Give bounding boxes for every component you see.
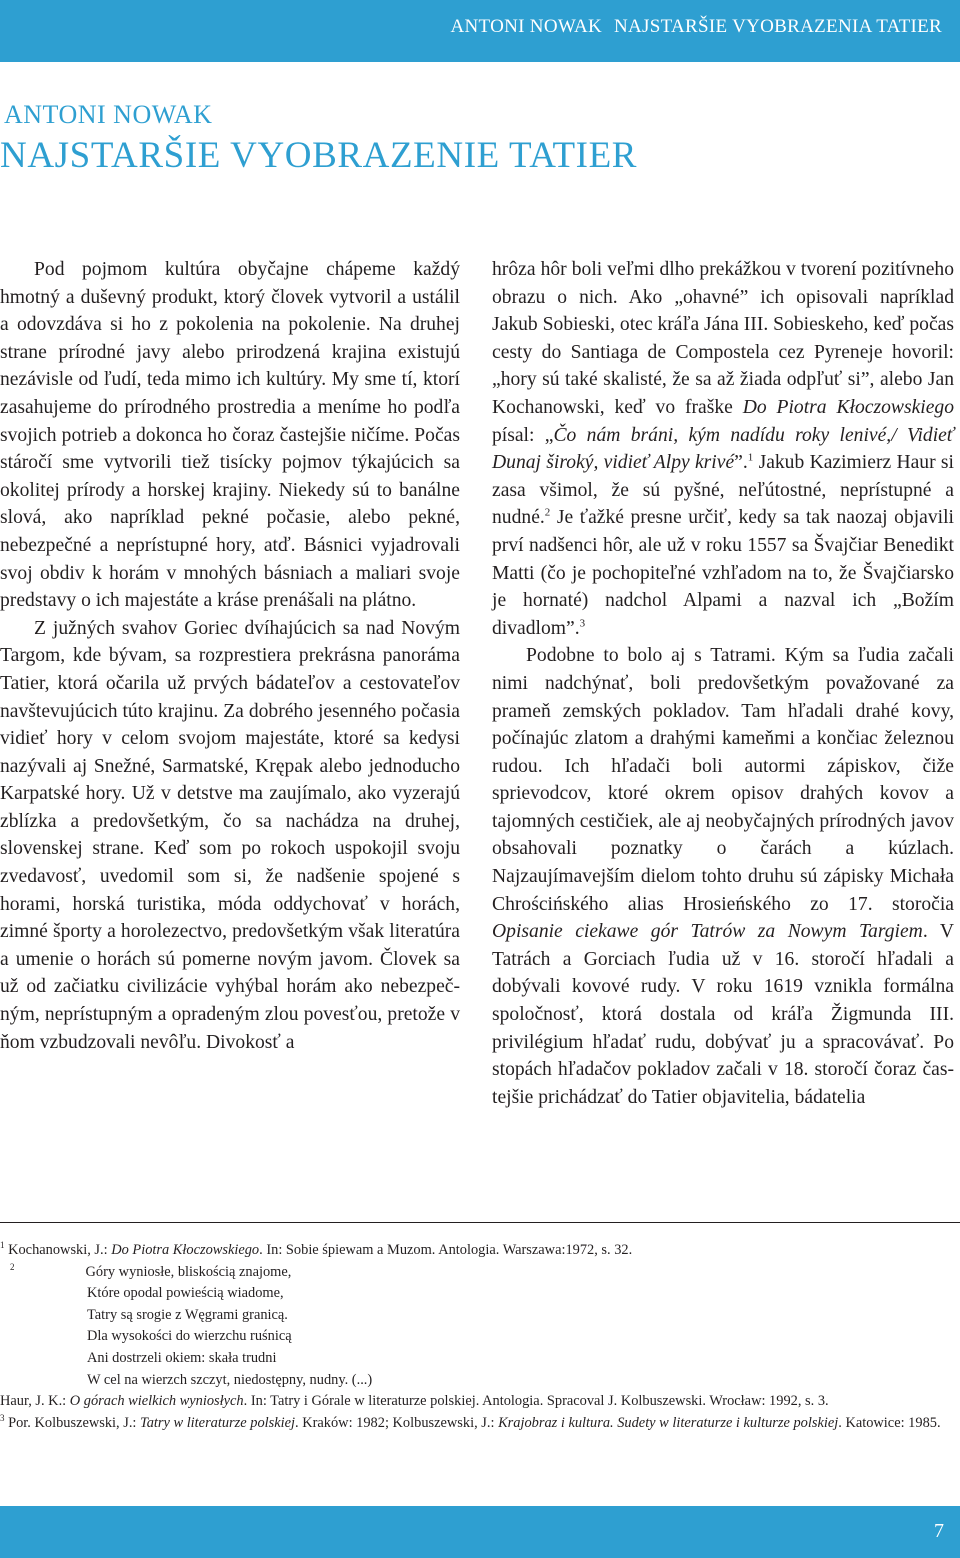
running-header-title: NAJSTARŠIE VYOBRAZENIA TATIER	[614, 16, 942, 37]
footer-bar	[0, 1506, 960, 1558]
footnote-2-poem	[0, 1262, 960, 1392]
text-run: Podobne to bolo aj s Tatrami. Kým sa ľudia začali nimi nadchýnať, boli predovšetkým považované za prameň zemských pokladov. Tam hľadali drahé kovy, počínajúc zlatom a drahými kameňmi a končiac železnou rudou. Ich hľadači boli autormi zápiskov, čiže sprievodcov, ktoré okrem opisov drahých kovov a tajomných cestičiek, ale aj neobyčajných prírodných javov obsahovali poznatky o čarách a kúzlach. Najzaujímavejším dielom tohto druhu sú zápisky Michała Chrościńského alias Hrosieńského zo 17. storočia	[492, 645, 954, 915]
text-run: ”.	[734, 452, 748, 474]
poem-line: Ani dostrzeli okiem: skała trudni	[87, 1349, 277, 1366]
text-run: hrôza hôr boli veľmi dlho prekážkou v tvorení pozitívneho obrazu o nich. Ako „ohavné” ich opisovali napríklad Jakub Sobieski, otec kráľa Jána III. Sobieskeho, keď počas cesty do Santiaga de Compostela cez Pyreneje hovoril: „hory sú také skalisté, že sa až žiada odpľuť si”, alebo Jan Kochanowski, keď vo fraške	[492, 259, 954, 418]
paragraph	[492, 642, 954, 1111]
footnotes	[0, 1240, 960, 1434]
poem-line: Dla wysokości do wierzchu ruśnicą	[87, 1328, 292, 1345]
poem-line: Tatry są srogie z Węgrami granicą.	[87, 1306, 288, 1323]
text-run: Por. Kolbuszewski, J.:	[4, 1414, 141, 1431]
italic-title: Krajobraz i kultura. Sudety w literaturze i kulturze polskiej	[498, 1414, 839, 1431]
text-run: Jakub Kazimierz Haur si zasa všimol, že sú pyšné, neľútostné, neprístupné a nudné.	[492, 452, 954, 529]
text-run: Góry wyniosłe, bliskością znajome,	[85, 1263, 292, 1280]
text-run: písal: „	[492, 424, 554, 446]
text-run: Je ťažké presne určiť, kedy sa tak naozaj objavili prví nadšenci hôr, ale už v roku 1557 sa Švajčiar Benedikt Matti (čo je pochopiteľné vzhľadom na to, že Švajčiarsko je hornaté) nadchol Alpami a nazval ich „Božím divadlom”.	[492, 507, 954, 639]
poem-line: W cel na wierzch szczyt, niedostępny, nudny. (...)	[87, 1371, 373, 1388]
text-run: Kochanowski, J.:	[4, 1242, 112, 1258]
right-column	[492, 256, 954, 1111]
running-header-author: ANTONI NOWAK	[450, 16, 603, 37]
running-header-bar	[0, 0, 960, 62]
footnote-ref-3[interactable]: 3	[579, 617, 586, 630]
footnote-ref-2[interactable]: 2	[544, 506, 551, 519]
italic-title: O górach wielkich wyniosłych	[69, 1393, 244, 1410]
text-run: Haur, J. K.:	[0, 1393, 70, 1410]
footnote-divider	[0, 1222, 960, 1223]
text-run: . Kraków: 1982; Kolbuszewski, J.:	[295, 1414, 499, 1431]
text-run: . Katowice: 1985.	[838, 1414, 941, 1431]
article-title: NAJSTARŠIE VYOBRAZENIE TATIER	[0, 135, 638, 176]
paragraph: Z južných svahov Goriec dvíhajúcich sa nad Novým Targom, kde bývam, sa rozprestiera prekrásna panoráma Tatier, ktorá očarila už prvých bádateľov a cestovateľov navštevujúcich túto krajinu. Za dobrého jesenného počasia vidieť hory v celom svojom majestáte, ktoré sa kedysi nazývali aj Snežné, Sarmatské, Krępak alebo jednoducho Karpatské hory. Už v detstve ma zaujímalo, ako vyzerajú zblízka a predovšetkým, čo sa nachádza na druhej, slovenskej strane. Keď som po rokoch uspokojil svoju zvedavosť, uvedomil som si, že nadšenie spojené s horami, horská turistika, móda oddychovať v horách, zimné športy a horolezectvo, predovšetkým však literatúra a umenie o horách sú pomerne novým javom. Človek sa už od začiatku civilizácie vyhýbal horám ako nebezpečným, neprístupným a opradeným zlou povesťou, pretože v ňom vzbudzovali nevôľu. Divokosť a	[0, 617, 460, 1053]
text-run: . In: Sobie śpiewam a Muzom. Antologia. Warszawa:1972, s. 32.	[259, 1242, 633, 1258]
text-run: . In: Tatry i Górale w literaturze polskiej. Antologia. Spracoval J. Kolbuszewski. Wrocław: 1992, s. 3.	[243, 1393, 829, 1410]
running-header	[450, 16, 942, 38]
article-author: ANTONI NOWAK	[4, 100, 213, 129]
footnote-1	[0, 1240, 960, 1262]
text-run: . V Tatrách a Gorciach ľudia už v 16. storočí hľadali a dobývali kovové rudy. V roku 1619 vznikla formálna spoločnosť, ktorá dostala od kráľa Žigmunda III. privilégium hľadať rudu, dobývať ju a spracovávať. Po stopách hľadačov pokladov začali v 18. storočí čoraz častejšie prichádzať do Tatier objavitelia, bádatelia	[492, 921, 954, 1108]
italic-title: Tatry w literaturze polskiej	[140, 1414, 296, 1431]
paragraph: Pod pojmom kultúra obyčajne chápeme každý hmotný a duševný produkt, ktorý človek vytvoril a ustálil a odovzdáva si ho z pokolenia na pokolenie. Na druhej strane prírodné javy alebo prirodzená krajina existujú nezávisle od ľudí, teda mimo ich kultúry. My sme tí, ktorí zasahujeme do prírodného prostredia a meníme ho podľa svojich potrieb a dokonca ho čoraz častejšie ničíme. Počas stáročí sme vytvorili tiež tisícky pojmov týkajúcich sa okolitej prírody a horskej krajiny. Niekedy sú to banálne slová, ako napríklad pekné počasie, alebo pekné, nebezpečné a neprístupné hory, atď. Básnici vyjadrovali svoj obdiv k horám v mnohých básniach a maliari svoje predstavy o ich majestáte a kráse prenášali na plátno.	[0, 259, 460, 612]
italic-title: Do Piotra Kłoczowskiego	[111, 1242, 260, 1258]
poem-line	[10, 1261, 960, 1284]
italic-quote: Čo nám bráni, kým nadídu roky lenivé,/ Vidieť Dunaj široký, vidieť Alpy krivé	[492, 424, 954, 474]
footnote-ref-1[interactable]: 1	[747, 451, 754, 464]
italic-title: Opisanie ciekawe gór Tatrów za Nowym Targiem	[492, 921, 923, 943]
poem-line: Które opodal powieścią wiadome,	[87, 1285, 284, 1302]
footnote-number: 3	[0, 1412, 5, 1423]
page-number: 7	[934, 1520, 944, 1542]
left-column	[0, 256, 460, 1056]
footnote-number: 2	[10, 1261, 15, 1272]
italic-title: Do Piotra Kłoczowskiego	[742, 396, 954, 418]
footnote-2-source	[0, 1391, 960, 1413]
paragraph	[492, 256, 954, 642]
footnote-3	[0, 1413, 960, 1435]
footnote-number: 1	[0, 1240, 5, 1251]
